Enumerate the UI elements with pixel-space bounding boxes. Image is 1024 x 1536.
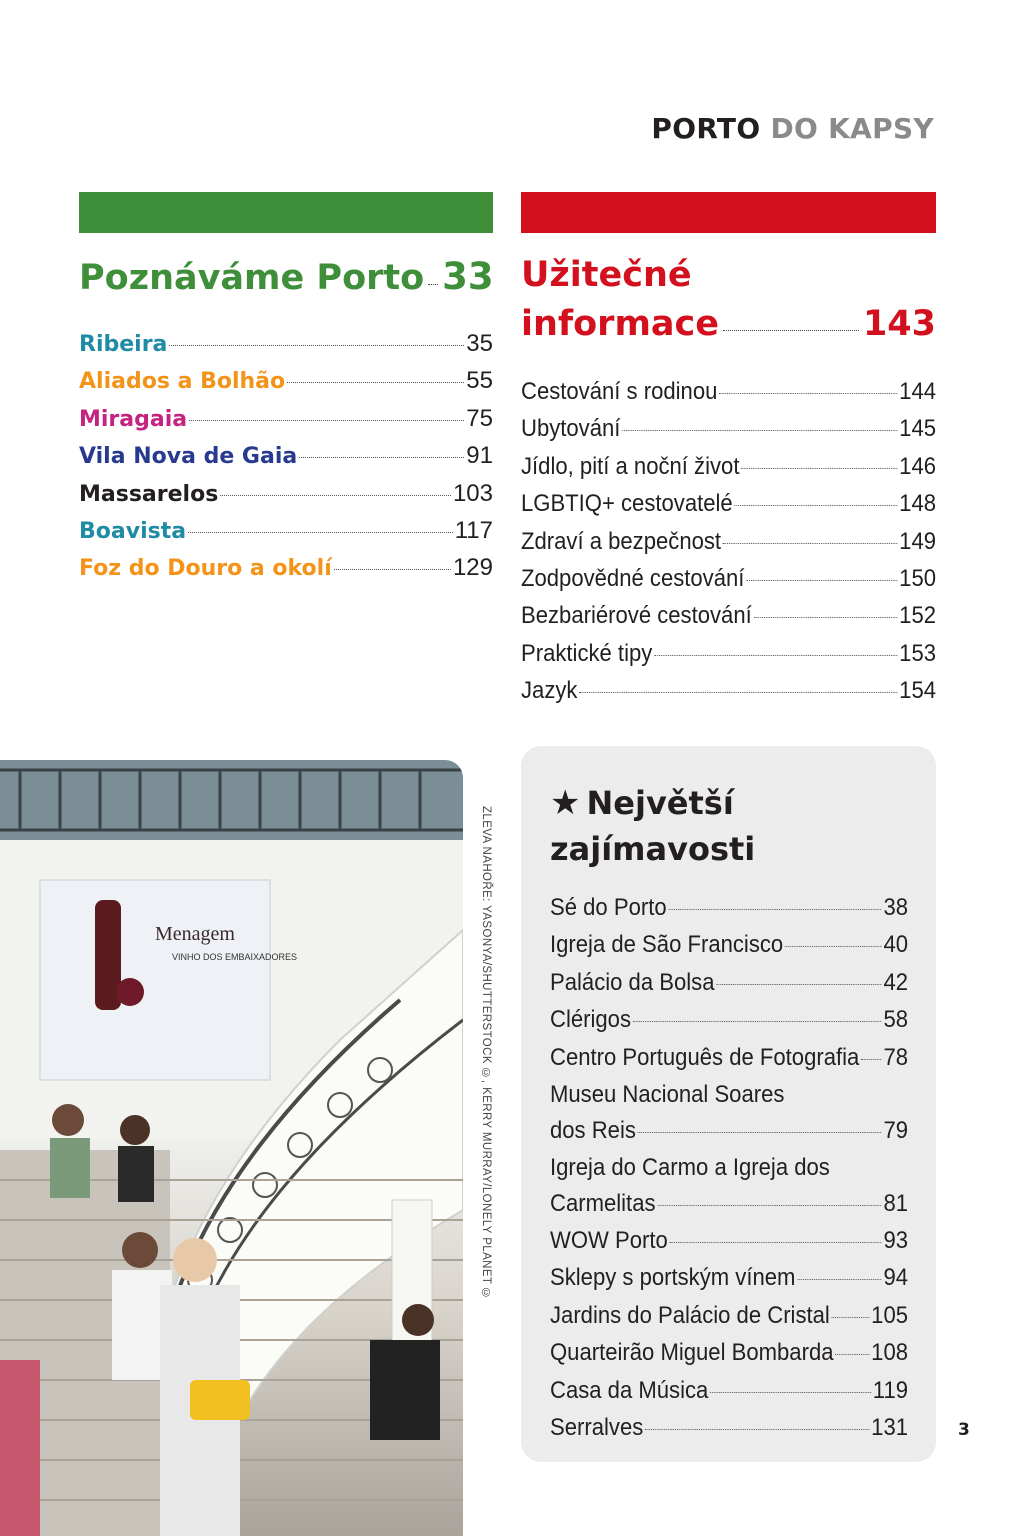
toc-page: 146 xyxy=(899,452,937,480)
photo-credit: ZLEVA NAHOŘE: YASONYA/SHUTTERSTOCK ©, KERRY MURRAY/LONELY PLANET © xyxy=(480,806,492,1301)
section-title-explore-page: 33 xyxy=(442,255,494,298)
toc-label: Clérigos xyxy=(550,1006,631,1034)
dot-leader xyxy=(723,543,897,544)
toc-label: Ribeira xyxy=(79,332,168,357)
toc-entry[interactable] xyxy=(521,490,936,527)
highlights-title-line1: Největší xyxy=(586,784,734,822)
toc-page: 144 xyxy=(899,378,937,405)
toc-entry-miragaia[interactable] xyxy=(79,405,493,442)
dot-leader xyxy=(835,1354,869,1355)
book-title-part2: DO KAPSY xyxy=(770,112,934,145)
toc-entry[interactable] xyxy=(521,677,936,714)
toc-page: 108 xyxy=(871,1339,909,1367)
toc-page: 42 xyxy=(883,968,909,996)
toc-page: 153 xyxy=(899,639,937,667)
toc-entry[interactable] xyxy=(521,640,936,677)
toc-entry[interactable] xyxy=(550,1410,908,1447)
toc-label: WOW Porto xyxy=(550,1226,668,1254)
dot-leader xyxy=(633,1021,882,1022)
section-title-useful-line1: Užitečné xyxy=(521,255,692,295)
section-title-explore-label: Poznáváme Porto xyxy=(79,258,425,298)
toc-entry[interactable] xyxy=(550,927,908,964)
toc-page: 149 xyxy=(899,527,937,555)
dot-leader xyxy=(668,909,881,910)
toc-entry-ribeira[interactable] xyxy=(79,330,493,367)
toc-page: 103 xyxy=(452,479,493,507)
toc-label: Jazyk xyxy=(521,677,578,705)
toc-label: Aliados a Bolhão xyxy=(79,369,286,395)
toc-label: Zdraví a bezpečnost xyxy=(521,527,722,555)
toc-page: 154 xyxy=(899,677,937,705)
toc-page: 38 xyxy=(883,894,909,921)
toc-label: Bezbariérové cestování xyxy=(521,602,752,630)
toc-entry[interactable] xyxy=(550,1260,908,1297)
toc-label: Sklepy s portským vínem xyxy=(550,1264,796,1292)
toc-entry[interactable] xyxy=(550,1298,908,1335)
toc-entry[interactable] xyxy=(550,965,908,1002)
dot-leader xyxy=(645,1429,869,1430)
toc-page: 150 xyxy=(899,564,937,592)
toc-label-line1: Igreja do Carmo a Igreja dos xyxy=(550,1153,830,1181)
dot-leader xyxy=(579,692,897,693)
toc-label: Jídlo, pití a noční život xyxy=(521,452,740,480)
toc-page: 35 xyxy=(466,330,493,357)
toc-label: Casa da Música xyxy=(550,1376,709,1404)
toc-label: Centro Português de Fotografia xyxy=(550,1043,860,1071)
toc-row xyxy=(550,1113,908,1149)
red-section-bar xyxy=(521,192,936,233)
toc-label: LGBTIQ+ cestovatelé xyxy=(521,490,733,518)
toc-page: 129 xyxy=(452,554,493,582)
toc-page: 79 xyxy=(883,1116,909,1144)
dot-leader xyxy=(428,284,438,285)
section-title-useful-label: informace xyxy=(521,304,720,344)
staircase-illustration xyxy=(0,760,463,1536)
star-icon: ★ xyxy=(550,783,581,823)
dot-leader xyxy=(670,1242,882,1243)
dot-leader xyxy=(188,532,453,533)
toc-page: 145 xyxy=(899,415,937,443)
toc-page: 105 xyxy=(871,1301,909,1329)
dot-leader xyxy=(657,1205,881,1206)
toc-label: Boavista xyxy=(79,518,187,544)
dot-leader xyxy=(832,1317,870,1318)
page-number: 3 xyxy=(958,1420,970,1440)
toc-entry[interactable] xyxy=(521,565,936,602)
dot-leader xyxy=(654,655,897,656)
dot-leader xyxy=(719,393,897,394)
section-title-useful[interactable] xyxy=(521,304,936,344)
toc-label: Quarteirão Miguel Bombarda xyxy=(550,1339,834,1367)
toc-entry[interactable] xyxy=(521,453,936,490)
dot-leader xyxy=(723,330,859,331)
toc-page: 152 xyxy=(899,602,937,630)
dot-leader xyxy=(785,946,882,947)
dot-leader xyxy=(299,457,464,458)
toc-entry-massarelos[interactable] xyxy=(79,480,493,517)
toc-entry[interactable] xyxy=(550,890,908,927)
toc-label: Zodpovědné cestování xyxy=(521,564,745,592)
toc-label: Jardins do Palácio de Cristal xyxy=(550,1301,830,1329)
toc-page: 75 xyxy=(466,404,493,432)
toc-page: 40 xyxy=(883,931,909,959)
dot-leader xyxy=(735,505,898,506)
toc-entry[interactable] xyxy=(521,378,936,415)
toc-label: Massarelos xyxy=(79,481,219,507)
toc-entry[interactable] xyxy=(550,1002,908,1039)
dot-leader xyxy=(754,617,898,618)
toc-label: Serralves xyxy=(550,1413,644,1441)
dot-leader xyxy=(861,1059,881,1060)
dot-leader xyxy=(189,420,464,421)
toc-entry[interactable] xyxy=(550,1150,908,1223)
dot-leader xyxy=(287,382,464,383)
dot-leader xyxy=(334,569,451,570)
dot-leader xyxy=(638,1132,882,1133)
toc-entry-foz[interactable] xyxy=(79,554,493,591)
toc-page: 55 xyxy=(466,367,493,395)
toc-entry-boavista[interactable] xyxy=(79,517,493,554)
section-title-explore[interactable] xyxy=(79,255,493,298)
toc-label: Foz do Douro a okolí xyxy=(79,556,332,582)
highlights-list xyxy=(550,890,908,1447)
toc-label: Vila Nova de Gaia xyxy=(79,444,298,470)
dot-leader xyxy=(710,1392,871,1393)
toc-entry[interactable] xyxy=(521,602,936,639)
toc-page: 78 xyxy=(883,1043,909,1071)
toc-page: 148 xyxy=(899,490,937,518)
toc-row xyxy=(550,1186,908,1222)
toc-label: Cestování s rodinou xyxy=(521,378,718,405)
dot-leader xyxy=(220,495,451,496)
highlights-title-line2: zajímavosti xyxy=(550,830,756,868)
cover-photo-staircase xyxy=(0,760,463,1536)
dot-leader xyxy=(741,468,897,469)
toc-page: 119 xyxy=(872,1376,909,1404)
dot-leader xyxy=(797,1279,881,1280)
dot-leader xyxy=(622,430,897,431)
toc-page: 93 xyxy=(883,1226,909,1254)
useful-info-list xyxy=(521,378,936,715)
green-section-bar xyxy=(79,192,493,233)
toc-entry[interactable] xyxy=(550,1040,908,1077)
toc-entry[interactable] xyxy=(550,1077,908,1150)
toc-label-line1: Museu Nacional Soares xyxy=(550,1080,785,1108)
toc-entry[interactable] xyxy=(550,1335,908,1372)
neighbourhood-list xyxy=(79,330,493,592)
toc-label-line2: dos Reis xyxy=(550,1116,636,1144)
toc-page: 91 xyxy=(466,442,493,470)
sign-text: Menagem xyxy=(155,923,235,945)
toc-label-line2: Carmelitas xyxy=(550,1189,656,1217)
toc-label: Palácio da Bolsa xyxy=(550,968,715,996)
toc-entry[interactable] xyxy=(550,1373,908,1410)
toc-page: 117 xyxy=(454,516,493,544)
dot-leader xyxy=(169,345,464,346)
toc-label: Praktické tipy xyxy=(521,639,653,667)
dot-leader xyxy=(716,984,881,985)
toc-entry-gaia[interactable] xyxy=(79,442,493,479)
sign-subtext: VINHO DOS EMBAIXADORES xyxy=(172,952,298,962)
toc-page: 131 xyxy=(871,1413,909,1441)
toc-label: Miragaia xyxy=(79,406,188,432)
book-title xyxy=(651,112,934,145)
toc-page: 58 xyxy=(883,1006,909,1034)
toc-label: Sé do Porto xyxy=(550,894,667,921)
toc-entry[interactable] xyxy=(521,415,936,452)
toc-label: Igreja de São Francisco xyxy=(550,931,784,959)
toc-page: 94 xyxy=(883,1264,909,1292)
highlights-title xyxy=(550,780,755,872)
toc-label: Ubytování xyxy=(521,415,621,443)
toc-entry[interactable] xyxy=(521,528,936,565)
toc-page: 81 xyxy=(883,1189,909,1217)
dot-leader xyxy=(746,580,897,581)
book-title-part1: PORTO xyxy=(651,112,771,145)
toc-entry[interactable] xyxy=(550,1223,908,1260)
toc-entry-aliados[interactable] xyxy=(79,367,493,404)
section-title-useful-page: 143 xyxy=(862,304,936,344)
